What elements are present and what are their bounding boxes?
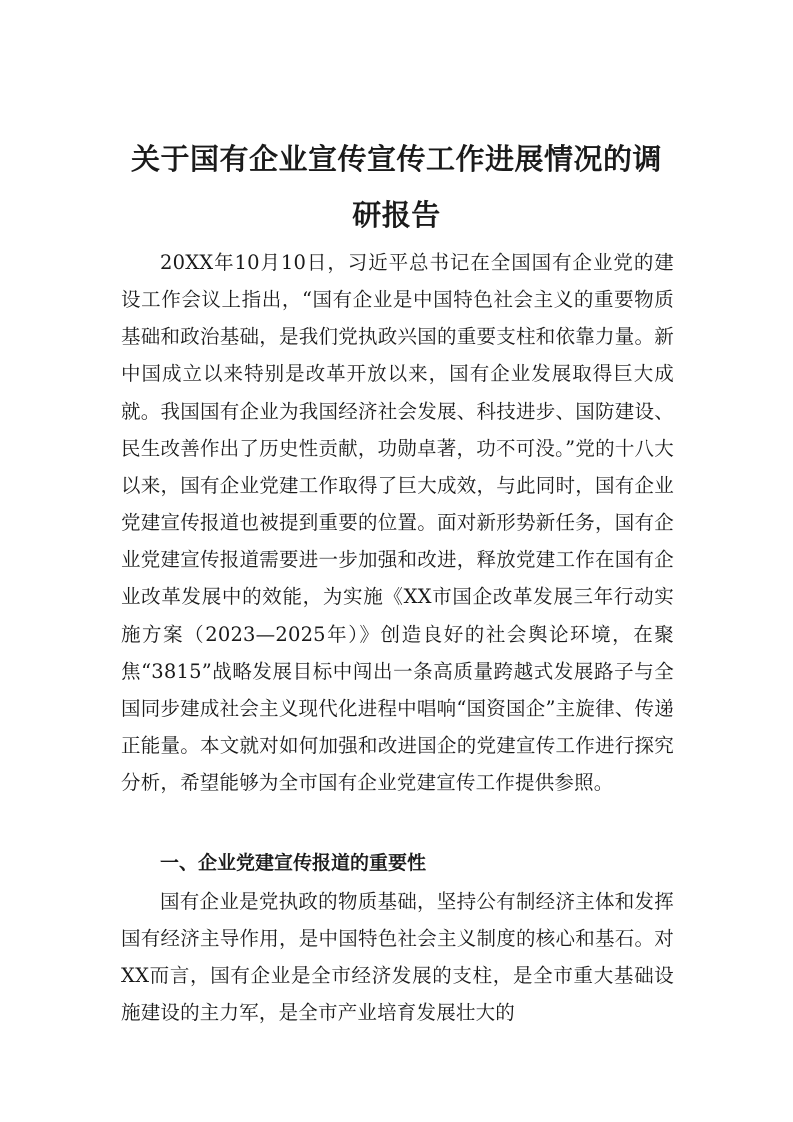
document-title-line-1: 关于国有企业宣传宣传工作进展情况的调: [130, 142, 662, 176]
body-paragraph-2: 国有企业是党执政的物质基础，坚持公有制经济主体和发挥国有经济主导作用，是中国特色社会主义制度的核心和基石。对XX而言，国有企业是全市经济发展的支柱，是全市重大基础设施建设的主力军，是全市产业培育发展壮大的: [121, 890, 674, 1025]
document-title-line-2: 研报告: [352, 198, 441, 232]
section-heading-1: 一、企业党建宣传报道的重要性: [160, 852, 427, 874]
body-paragraph-1: 20XX年10月10日，习近平总书记在全国国有企业党的建设工作会议上指出，“国有企业是中国特色社会主义的重要物质基础和政治基础，是我们党执政兴国的重要支柱和依靠力量。新中国成立以来特别是改革开放以来，国有企业发展取得巨大成就。我国国有企业为我国经济社会发展、科技进步、国防建设、民生改善作出了历史性贡献，功勋卓著，功不可没。”党的十八大以来，国有企业党建工作取得了巨大成效，与此同时，国有企业党建宣传报道也被提到重要的位置。面对新形势新任务，国有企业党建宣传报道需要进一步加强和改进，释放党建工作在国有企业改革发展中的效能，为实施《XX市国企改革发展三年行动实施方案（2023—2025年）》创造良好的社会舆论环境，在聚焦“3815”战略发展目标中闯出一条高质量跨越式发展路子与全国同步建成社会主义现代化进程中唱响“国资国企”主旋律、传递正能量。本文就对如何加强和改进国企的党建宣传工作进行探究分析，希望能够为全市国有企业党建宣传工作提供参照。: [121, 251, 674, 795]
